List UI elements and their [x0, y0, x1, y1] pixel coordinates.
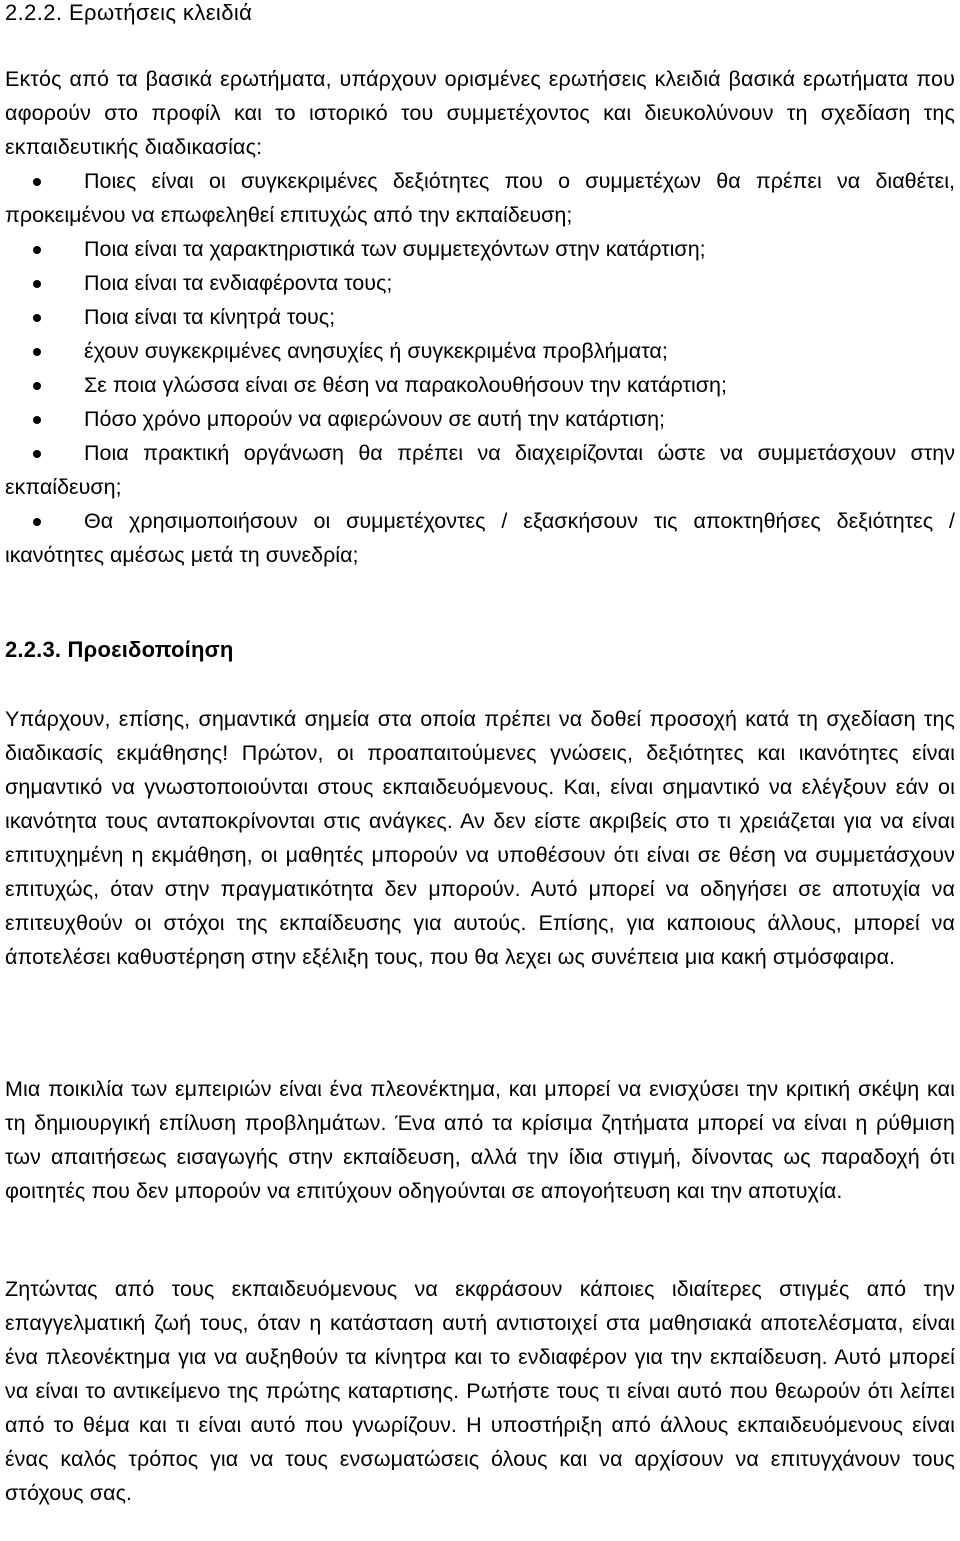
list-item: [5, 300, 955, 334]
question-text: έχουν συγκεκριμένες ανησυχίες ή συγκεκριμένα προβλήματα;: [84, 339, 668, 363]
bullet-icon: [33, 280, 41, 288]
question-text: Πόσο χρόνο μπορούν να αφιερώνουν σε αυτή την κατάρτιση;: [84, 407, 666, 431]
list-item: [5, 368, 955, 402]
question-text: Σε ποια γλώσσα είναι σε θέση να παρακολουθήσουν την κατάρτιση;: [84, 373, 727, 397]
bullet-icon: [33, 348, 41, 356]
bullet-icon: [33, 416, 41, 424]
warning-paragraph-2: Μια ποικιλία των εμπειριών είναι ένα πλεονέκτημα, και μπορεί να ενισχύσει την κριτική σκέψη και τη δημιουργική επίλυση προβλημάτων. Ένα από τα κρίσιμα ζητήματα μπορεί να είναι η ρύθμιση των απαιτήσεως εισαγωγής στην εκπαίδευση, αλλά την ίδια στιγμή, δίνοντας ως παραδοχή ότι φοιτητές που δεν μπορούν να επιτύχουν οδηγούνται σε απογοήτευση και την αποτυχία.: [5, 1077, 955, 1203]
section-title-warning: 2.2.3. Προειδοποίηση: [5, 637, 234, 662]
list-item: [5, 266, 955, 300]
question-text: Ποιες είναι οι συγκεκριμένες δεξιότητες που ο συμμετέχων θα πρέπει να διαθέτει, προκειμένου να επωφεληθεί επιτυχώς από την εκπαίδευση;: [5, 169, 955, 227]
question-text: Ποια είναι τα χαρακτηριστικά των συμμετεχόντων στην κατάρτιση;: [84, 237, 706, 261]
bullet-icon: [33, 450, 41, 458]
list-item: [5, 504, 955, 572]
question-text: Ποια είναι τα κίνητρά τους;: [84, 305, 336, 329]
list-item: [5, 402, 955, 436]
bullet-icon: [33, 246, 41, 254]
warning-paragraph-3: Ζητώντας από τους εκπαιδευόμενους να εκφράσουν κάποιες ιδιαίτερες στιγμές από την επαγγελματική ζωή τους, όταν η κατάσταση αυτή αντιστοιχεί στα μαθησιακά αποτελέσματα, είναι ένα πλεονέκτημα για να αυξηθούν τα κίνητρα και το ενδιαφέρον για την εκπαίδευση. Αυτό μπορεί να είναι το αντικείμενο της πρώτης καταρτισης. Ρωτήστε τους τι είναι αυτό που θεωρούν ότι λείπει από το θέμα και τι είναι αυτό που γνωρίζουν. Η υποστήριξη από άλλους εκπαιδευόμενους είναι ένας καλός τρόπος για να τους ενσωματώσεις όλους και να αρχίσουν να επιτυγχάνουν τους στόχους σας.: [5, 1277, 955, 1505]
key-questions-list: [5, 164, 955, 572]
list-item: [5, 436, 955, 504]
warning-paragraph-1: Υπάρχουν, επίσης, σημαντικά σημεία στα οποία πρέπει να δοθεί προσοχή κατά τη σχεδίαση της διαδικασίς εκμάθησης! Πρώτον, οι προαπαιτούμενες γνώσεις, δεξιότητες και ικανότητες είναι σημαντικό να γνωστοποιούνται στους εκπαιδευόμενους. Και, είναι σημαντικό να ελέγξουν εάν οι ικανότητα τους ανταποκρίνονται στις ανάγκες. Αν δεν είστε ακριβείς στο τι χρειάζεται για να είναι επιτυχημένη η εκμάθηση, οι μαθητές μπορούν να υποθέσουν ότι είναι σε θέση να συμμετάσχουν επιτυχώς, όταν στην πραγματικότητα δεν μπορούν. Αυτό μπορεί να οδηγήσει σε αποτυχία να επιτευχθούν οι στόχοι της εκπαίδευσης για αυτούς. Επίσης, για καποιους άλλους, μπορεί να άποτελέσει καθυστέρηση στην εξέλιξη τους, που θα λεχει ως συνέπεια μια κακή στμόσφαιρα.: [5, 707, 955, 969]
question-text: Ποια πρακτική οργάνωση θα πρέπει να διαχειρίζονται ώστε να συμμετάσχουν στην εκπαίδευση;: [5, 441, 955, 499]
bullet-icon: [33, 518, 41, 526]
list-item: [5, 164, 955, 232]
question-text: Θα χρησιμοποιήσουν οι συμμετέχοντες / εξασκήσουν τις αποκτηθήσες δεξιότητες / ικανότητες αμέσως μετά τη συνεδρία;: [5, 509, 955, 567]
list-item: [5, 232, 955, 266]
bullet-icon: [33, 314, 41, 322]
intro-paragraph: Εκτός από τα βασικά ερωτήματα, υπάρχουν ορισμένες ερωτήσεις κλειδιά βασικά ερωτήματα που αφορούν στο προφίλ και το ιστορικό του συμμετέχοντος και διευκολύνουν τη σχεδίαση της εκπαιδευτικής διαδικασίας:: [5, 67, 955, 159]
bullet-icon: [33, 382, 41, 390]
section-title-key-questions: 2.2.2. Ερωτήσεις κλειδιά: [5, 0, 253, 25]
question-text: Ποια είναι τα ενδιαφέροντα τους;: [84, 271, 393, 295]
bullet-icon: [33, 178, 41, 186]
list-item: [5, 334, 955, 368]
